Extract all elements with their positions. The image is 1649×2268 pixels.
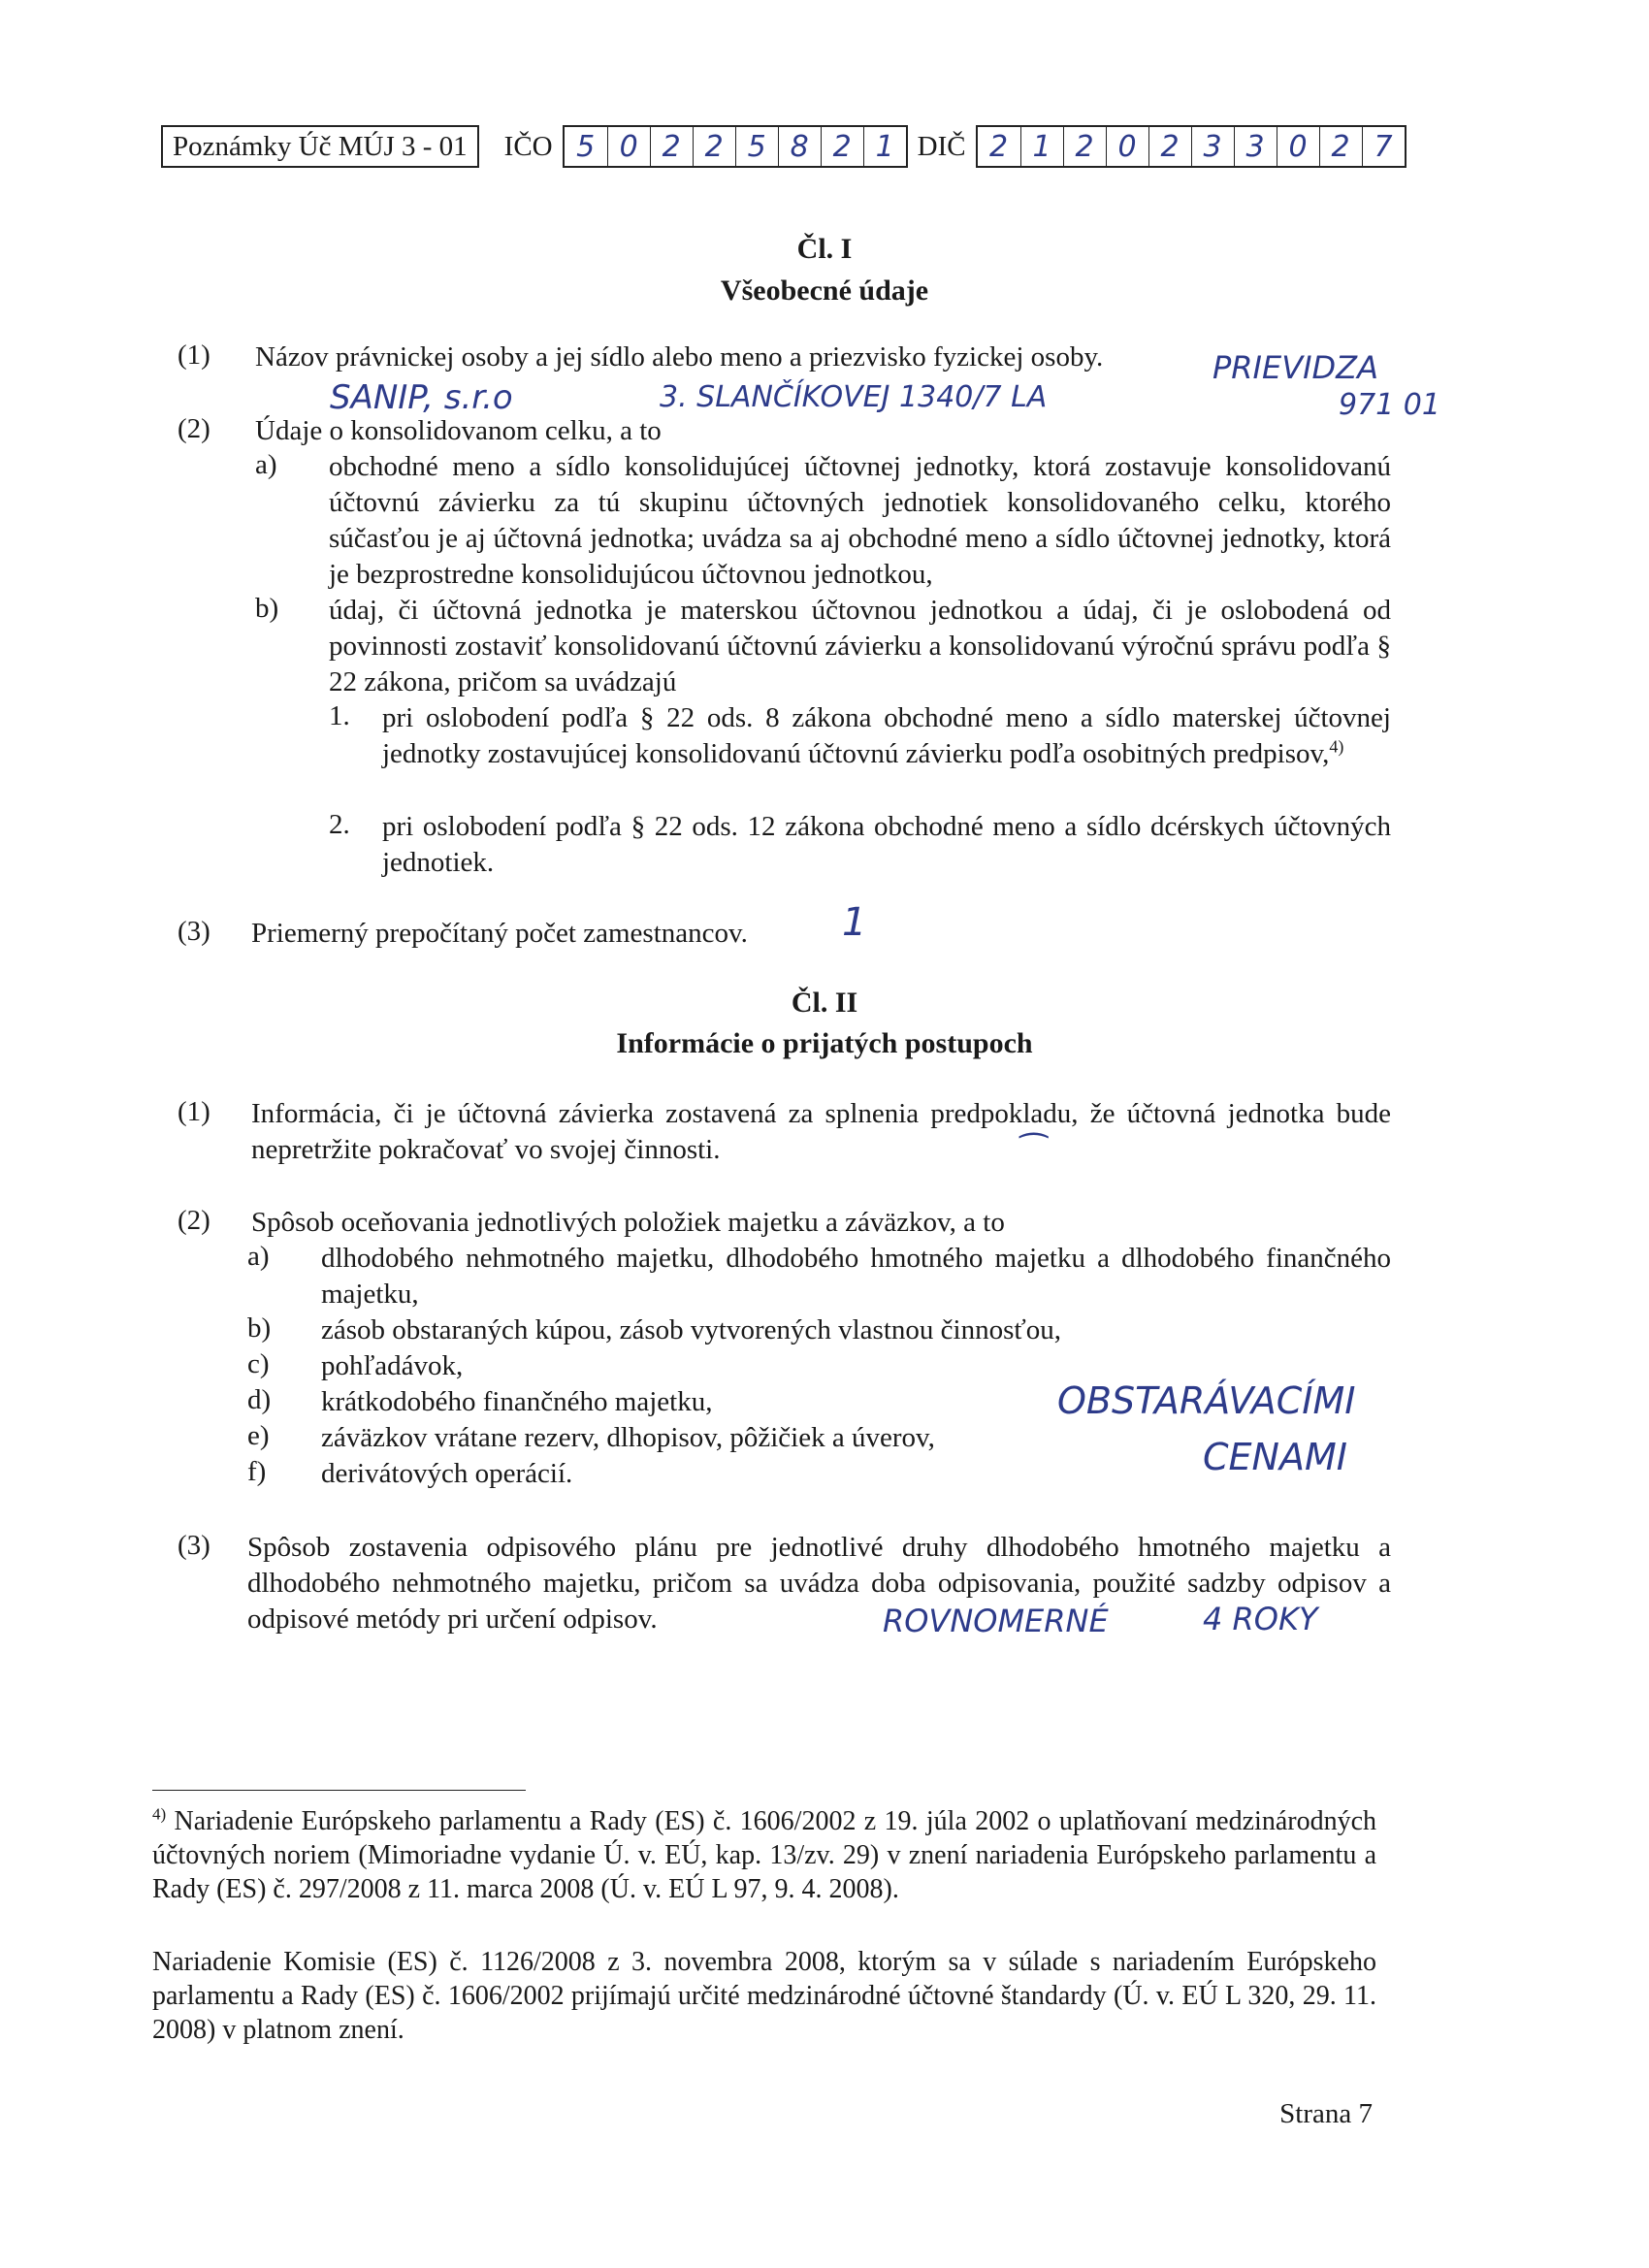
item-text: dlhodobého nehmotného majetku, dlhodobého hmotného majetku a dlhodobého finančného majetku, [321, 1243, 1391, 1310]
item-text: Údaje o konsolidovanom celku, a to [255, 415, 662, 446]
handwritten-valuation-line2: CENAMI [1203, 1436, 1347, 1478]
ico-cells [563, 125, 908, 168]
footnote-text: $^{4)}$ Nariadenie Európskeho parlamentu a Rady (ES) č. 1606/2002 z 19. júla 2002 o uplatňovaní medzinárodných účtovných noriem (Mimoriadne vydanie Ú. v. EÚ, kap. 13/zv. 29) v znení nariadenia Európskeho parlamentu a Rady (ES) č. 297/2008 z 11. marca 2008 (Ú. v. EÚ L 97, 9. 4. 2008). [152, 1804, 1377, 1904]
item-text: derivátových operácií. [321, 1458, 573, 1489]
item-text: zásob obstaraných kúpou, zásob vytvorených vlastnou činnosťou, [321, 1314, 1062, 1345]
ico-digit-cell: 2 [821, 127, 863, 166]
dic-digit-cell: 2 [989, 129, 1009, 164]
item-letter: e) [247, 1420, 270, 1451]
item-letter: d) [247, 1384, 272, 1415]
ico-digit-cell: 0 [607, 127, 650, 166]
handwritten-depreciation-method: ROVNOMERNÉ [883, 1603, 1109, 1639]
handwritten-city: PRIEVIDZA [1212, 349, 1378, 386]
item-text: pri oslobodení podľa § 22 ods. 12 zákona obchodné meno a sídlo dcérskych účtovných jednotiek. [382, 811, 1391, 878]
dic-digit-cell: 3 [1234, 127, 1277, 166]
dic-digit-cell: 2 [1319, 127, 1362, 166]
dic-digit-cell: 0 [1277, 127, 1319, 166]
item-text: Informácia, či je účtovná závierka zostavená za splnenia predpokladu, že účtovná jednotka bude nepretržite pokračovať vo svojej činnosti. [251, 1098, 1391, 1165]
dic-digit-cell: 2 [1148, 127, 1191, 166]
handwritten-company: SANIP, s.r.o [330, 378, 513, 417]
ico-label: IČO [503, 130, 553, 162]
footnote-text: Nariadenie Komisie (ES) č. 1126/2008 z 3. novembra 2008, ktorým sa v súlade s nariadením Európskeho parlamentu a Rady (ES) č. 1606/2002 prijímajú určité medzinárodné účtovné štandardy (Ú. v. EÚ L 320, 29. 11. 2008) v platnom znení. [152, 1947, 1376, 2045]
item-number: (1) [178, 1096, 210, 1127]
item-text: Priemerný prepočítaný počet zamestnancov. [251, 918, 748, 949]
form-header [161, 124, 1406, 169]
item-number: (2) [178, 1205, 210, 1236]
handwritten-employees: 1 [842, 900, 867, 945]
item-letter: b) [255, 593, 279, 624]
item-number: (2) [178, 413, 210, 444]
item-text: krátkodobého finančného majetku, [321, 1386, 713, 1417]
ico-digit-cell: 2 [650, 127, 693, 166]
ico-digit-cell: 5 [735, 127, 778, 166]
ico-digit-cell: 2 [693, 127, 735, 166]
item-letter: c) [247, 1348, 270, 1379]
page-number: Strana 7 [1279, 2098, 1373, 2129]
dic-label: DIČ [917, 130, 966, 162]
checkmark-icon: ⁀ [1020, 1133, 1048, 1172]
ico-digit-cell: 1 [863, 127, 906, 166]
dic-digit-cell: 0 [1106, 127, 1148, 166]
handwritten-address: 3. SLANČÍKOVEJ 1340/7 LA [660, 380, 1048, 414]
ico-digit-cell: 5 [576, 129, 596, 164]
dic-digit-cell: 3 [1191, 127, 1234, 166]
item-subnumber: 1. [329, 700, 350, 731]
item-text: záväzkov vrátane rezerv, dlhopisov, pôžičiek a úverov, [321, 1422, 935, 1453]
item-text: pohľadávok, [321, 1350, 464, 1381]
dic-cells [976, 125, 1406, 168]
item-number: (1) [178, 340, 210, 371]
handwritten-depreciation-period: 4 ROKY [1203, 1601, 1318, 1637]
handwritten-valuation-line1: OBSTARÁVACÍMI [1057, 1379, 1356, 1422]
ico-digit-cell: 8 [778, 127, 821, 166]
item-text: pri oslobodení podľa § 22 ods. 8 zákona obchodné meno a sídlo materskej účtovnej jednotky zostavujúcej konsolidovanú účtovnú závierku podľa osobitných predpisov,$^{4)}$ [382, 702, 1391, 769]
article2-title: Informácie o prijatých postupoch [616, 1027, 1033, 1059]
article1-title: Všeobecné údaje [720, 275, 929, 307]
item-letter: b) [247, 1312, 272, 1344]
item-letter: a) [255, 449, 277, 480]
item-number: (3) [178, 1530, 210, 1561]
footnote-rule [152, 1790, 526, 1791]
item-letter: a) [247, 1241, 270, 1272]
handwritten-zip: 971 01 [1339, 388, 1440, 422]
dic-digit-cell: 2 [1063, 127, 1106, 166]
dic-digit-cell: 7 [1362, 127, 1405, 166]
item-letter: f) [247, 1456, 267, 1487]
item-text: údaj, či účtovná jednotka je materskou účtovnou jednotkou a údaj, či je oslobodená od povinnosti zostaviť konsolidovanú účtovnú závierku a konsolidovanú výročnú správu podľa § 22 zákona, pričom sa uvádzajú [329, 595, 1391, 697]
item-text: Názov právnickej osoby a jej sídlo alebo meno a priezvisko fyzickej osoby. [255, 341, 1104, 373]
item-text: Spôsob oceňovania jednotlivých položiek majetku a záväzkov, a to [251, 1207, 1005, 1238]
article1-number: Čl. I [796, 233, 853, 265]
form-label: Poznámky Úč MÚJ 3 - 01 [161, 125, 479, 168]
item-text: Spôsob zostavenia odpisového plánu pre jednotlivé druhy dlhodobého hmotného majetku a dlhodobého nehmotného majetku, pričom sa uvádza doba odpisovania, použité sadzby odpisov a odpisové metódy pri určení odpisov. [247, 1532, 1391, 1635]
dic-digit-cell: 1 [1020, 127, 1063, 166]
item-number: (3) [178, 916, 210, 947]
article2-number: Čl. II [791, 987, 858, 1019]
item-text: obchodné meno a sídlo konsolidujúcej účtovnej jednotky, ktorá zostavuje konsolidovanú účtovnú závierku za tú skupinu účtovných jednotiek konsolidovaného celku, ktorého súčasťou je aj účtovná jednotka; uvádza sa aj obchodné meno a sídlo účtovnej jednotky, ktorá je bezprostredne konsolidujúcou účtovnou jednotkou, [329, 451, 1391, 590]
item-subnumber: 2. [329, 809, 350, 840]
